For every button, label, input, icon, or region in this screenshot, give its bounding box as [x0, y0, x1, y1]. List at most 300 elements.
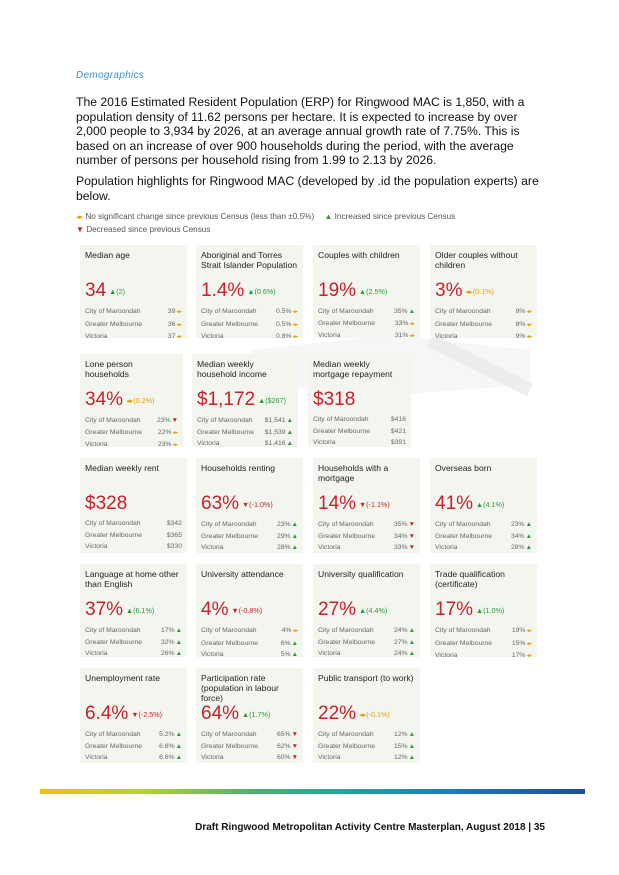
- comparison-row: [313, 414, 406, 426]
- comparison-area: Greater Melbourne: [85, 638, 143, 646]
- comparison-row: [197, 415, 293, 427]
- decrease-icon: ▼: [408, 521, 415, 528]
- stat-value-line: [85, 599, 182, 622]
- comparison-row: [201, 331, 298, 344]
- comparison-area: Greater Melbourne: [318, 742, 376, 750]
- comparison-row: [318, 752, 415, 764]
- comparison-row: [313, 437, 406, 449]
- stat-value: 41%: [435, 493, 474, 514]
- comparison-value-cell: [395, 318, 415, 331]
- comparison-value: 17%: [160, 627, 175, 634]
- stat-change-value: (-0.8%): [238, 606, 263, 615]
- comparison-value: $421: [390, 427, 406, 435]
- comparison-area: Victoria: [201, 333, 224, 340]
- stat-title: Older couples without children: [435, 250, 518, 270]
- comparison-value-cell: [168, 306, 182, 319]
- comparison-value: 17%: [511, 652, 526, 659]
- stat-value: $328: [85, 493, 128, 514]
- comparison-area: Greater Melbourne: [435, 532, 493, 540]
- stat-value: 17%: [435, 599, 474, 620]
- stat-change-value: (0.1%): [472, 287, 494, 296]
- comparison-area: City of Maroondah: [201, 627, 257, 634]
- comparison-value-cell: [265, 438, 293, 450]
- comparison-value: $365: [166, 531, 182, 539]
- comparison-value: 29%: [276, 532, 291, 540]
- comparison-row: [85, 427, 178, 440]
- stat-card: [80, 354, 183, 447]
- comparison-value: 36: [167, 320, 176, 328]
- intro-paragraph: The 2016 Estimated Resident Population (ERP) for Ringwood MAC is 1,850, with a population density of 11.62 persons per hectare. It is expected to increase by over 2,000 people to 3,934 by 2026, at an average annual growth rate of 7.75%. This is based on an increase of over 900 households during the period, with the average number of persons per household rising from 1.99 to 2.13 by 2026.: [76, 95, 525, 168]
- comparison-row: [201, 531, 298, 543]
- comparison-value-cell: [265, 415, 293, 427]
- no-change-icon: ◂▸: [292, 628, 298, 634]
- comparison-area: Victoria: [85, 650, 108, 657]
- stat-card: [313, 245, 420, 338]
- comparison-area: Greater Melbourne: [318, 319, 376, 327]
- comparison-row: [313, 426, 406, 438]
- decrease-icon: ▼: [408, 532, 415, 540]
- decrease-icon: ▼: [131, 710, 139, 719]
- stat-value: 34: [85, 280, 107, 301]
- comparison-row: [435, 650, 532, 663]
- comparison-row: [201, 638, 298, 650]
- comparison-row: [85, 648, 182, 660]
- stat-value: 34%: [85, 389, 124, 410]
- stat-value-line: [318, 599, 415, 622]
- comparison-area: Greater Melbourne: [318, 638, 376, 646]
- comparison-rows: [435, 519, 532, 554]
- stat-card: [313, 668, 420, 763]
- legend-same-label: No significant change since previous Census (less than ±0.5%): [85, 212, 315, 221]
- comparison-value-cell: [276, 319, 298, 332]
- comparison-value-cell: [516, 331, 532, 344]
- comparison-value-cell: [159, 741, 182, 753]
- no-change-icon: ◂▸: [526, 628, 532, 634]
- comparison-value-cell: [394, 519, 415, 531]
- stat-change-value: (0.6%): [254, 287, 276, 296]
- comparison-area: Victoria: [318, 544, 341, 551]
- comparison-value-cell: [394, 648, 415, 660]
- comparison-value: 8%: [515, 320, 526, 328]
- stat-change: [359, 500, 390, 509]
- comparison-value-cell: [277, 729, 298, 741]
- stat-value-line: [313, 389, 406, 411]
- comparison-value-cell: [159, 729, 182, 741]
- comparison-row: [201, 542, 298, 554]
- stat-change: [242, 500, 273, 509]
- increase-icon: ▲: [258, 396, 266, 405]
- increase-icon: ▲: [175, 731, 182, 738]
- comparison-value-cell: [394, 625, 415, 637]
- stat-card: [196, 668, 303, 763]
- comparison-area: Victoria: [85, 543, 108, 550]
- comparison-rows: [85, 518, 182, 553]
- increase-icon: ▲: [247, 287, 255, 296]
- comparison-value-cell: [161, 637, 182, 649]
- increase-icon: ▲: [476, 500, 484, 509]
- comparison-area: Victoria: [201, 544, 224, 551]
- comparison-value: 0.5%: [275, 320, 292, 328]
- stat-title: Aboriginal and Torres Strait Islander Population: [201, 250, 298, 270]
- stat-change: [109, 287, 125, 296]
- comparison-area: Victoria: [435, 333, 458, 340]
- comparison-rows: [201, 625, 298, 661]
- comparison-value-cell: [394, 306, 415, 318]
- increase-icon: ▲: [324, 212, 333, 221]
- stat-value: $1,172: [197, 389, 256, 410]
- comparison-value: 15%: [393, 742, 408, 750]
- stat-title: Unemployment rate: [85, 673, 160, 683]
- legend-down: [76, 225, 210, 234]
- comparison-row: [201, 729, 298, 741]
- comparison-value-cell: [161, 625, 182, 637]
- stat-card: [196, 564, 303, 657]
- stat-change: [476, 500, 504, 509]
- no-change-icon: ◂▸: [526, 653, 532, 659]
- comparison-row: [318, 330, 415, 343]
- comparison-area: Victoria: [313, 439, 336, 446]
- stat-title: Public transport (to work): [318, 673, 414, 683]
- stat-value: 19%: [318, 280, 357, 301]
- comparison-value: 27%: [393, 638, 408, 646]
- comparison-value: 32%: [160, 638, 175, 646]
- comparison-row: [85, 752, 182, 764]
- comparison-row: [435, 542, 532, 554]
- increase-icon: ▲: [408, 627, 415, 634]
- comparison-row: [435, 319, 532, 332]
- comparison-value-cell: [512, 650, 532, 663]
- stat-value: $318: [313, 389, 356, 410]
- stat-change: [359, 287, 387, 296]
- comparison-row: [318, 318, 415, 331]
- comparison-value: $1,541: [264, 417, 286, 424]
- no-change-icon: ◂▸: [526, 309, 532, 315]
- stat-value-line: [201, 280, 298, 303]
- comparison-value: 6%: [280, 639, 291, 647]
- increase-icon: ▲: [408, 754, 415, 761]
- comparison-value: 19%: [511, 627, 526, 634]
- comparison-value-cell: [512, 625, 532, 638]
- stat-value-line: [201, 599, 298, 622]
- comparison-value-cell: [158, 439, 178, 452]
- comparison-area: City of Maroondah: [435, 521, 491, 528]
- comparison-area: City of Maroondah: [435, 308, 491, 315]
- highlights-paragraph: Population highlights for Ringwood MAC (developed by .id the population experts) are below.: [76, 174, 539, 203]
- legend-down-label: Decreased since previous Census: [86, 225, 211, 234]
- comparison-rows: [318, 519, 415, 554]
- comparison-value: $391: [390, 439, 406, 446]
- increase-icon: ▲: [175, 627, 182, 634]
- comparison-value-cell: [282, 625, 298, 638]
- comparison-row: [435, 625, 532, 638]
- stat-title: Households renting: [201, 463, 276, 473]
- no-change-icon: ◂▸: [292, 321, 298, 328]
- stat-value-line: [201, 493, 298, 516]
- comparison-value: 12%: [393, 731, 408, 738]
- comparison-value: 5.2%: [159, 731, 175, 738]
- comparison-row: [85, 306, 182, 319]
- stat-card: [192, 354, 298, 447]
- stat-change: [359, 710, 390, 719]
- no-change-icon: ◂▸: [409, 320, 415, 327]
- page-footer: Draft Ringwood Metropolitan Activity Centre Masterplan, August 2018 | 35: [195, 822, 545, 833]
- comparison-row: [85, 729, 182, 741]
- comparison-value-cell: [511, 531, 532, 543]
- comparison-row: [318, 637, 415, 649]
- comparison-row: [201, 752, 298, 764]
- comparison-rows: [435, 625, 532, 663]
- decrease-icon: ▼: [171, 417, 178, 424]
- stat-change-value: (4.1%): [483, 500, 505, 509]
- stat-title: University attendance: [201, 569, 284, 579]
- stat-value: 64%: [201, 703, 240, 724]
- comparison-value-cell: [157, 415, 178, 427]
- comparison-row: [435, 331, 532, 344]
- footer-color-bar: [40, 789, 585, 794]
- increase-icon: ▲: [408, 742, 415, 750]
- comparison-value: $330: [166, 543, 182, 550]
- comparison-value: $416: [390, 416, 406, 423]
- comparison-area: City of Maroondah: [85, 417, 141, 424]
- stat-title: Participation rate (population in labour force): [201, 673, 279, 703]
- stat-card: [313, 564, 420, 657]
- increase-icon: ▲: [291, 532, 298, 540]
- comparison-rows: [318, 306, 415, 343]
- comparison-row: [201, 519, 298, 531]
- comparison-area: City of Maroondah: [85, 308, 141, 315]
- comparison-value: 5%: [280, 651, 291, 658]
- comparison-area: Victoria: [318, 650, 341, 657]
- comparison-rows: [313, 414, 406, 449]
- stat-card: [80, 245, 187, 338]
- stat-card: [80, 668, 187, 763]
- no-change-icon: ◂▸: [176, 309, 182, 315]
- comparison-area: City of Maroondah: [435, 627, 491, 634]
- comparison-row: [85, 319, 182, 332]
- comparison-area: City of Maroondah: [318, 521, 374, 528]
- comparison-area: City of Maroondah: [201, 521, 257, 528]
- comparison-value: 9%: [515, 308, 526, 315]
- comparison-value-cell: [265, 427, 293, 439]
- no-change-icon: ◂▸: [176, 321, 182, 328]
- comparison-area: City of Maroondah: [85, 627, 141, 634]
- stat-value: 1.4%: [201, 280, 245, 301]
- comparison-value: $342: [166, 520, 182, 527]
- comparison-value: 28%: [510, 544, 525, 551]
- no-change-icon: ◂▸: [176, 334, 182, 340]
- comparison-value-cell: [512, 638, 532, 651]
- increase-icon: ▲: [109, 287, 117, 296]
- stat-change: [359, 606, 387, 615]
- increase-icon: ▲: [359, 606, 367, 615]
- comparison-area: Greater Melbourne: [318, 532, 376, 540]
- comparison-row: [435, 638, 532, 651]
- increase-icon: ▲: [525, 521, 532, 528]
- comparison-value: 22%: [157, 428, 172, 436]
- decrease-icon: ▼: [291, 742, 298, 750]
- no-change-icon: ◂▸: [172, 429, 178, 436]
- comparison-value-cell: [276, 306, 298, 319]
- comparison-area: Greater Melbourne: [85, 531, 143, 539]
- comparison-value: 34%: [393, 532, 408, 540]
- comparison-value: 24%: [393, 627, 408, 634]
- stat-value: 4%: [201, 599, 229, 620]
- stat-value-line: [318, 493, 415, 516]
- comparison-value: 6.8%: [159, 742, 175, 750]
- comparison-row: [85, 541, 182, 553]
- decrease-icon: ▼: [76, 225, 84, 234]
- stat-change-value: (0.2%): [133, 396, 155, 405]
- stat-card: [430, 564, 537, 657]
- decrease-icon: ▼: [231, 606, 239, 615]
- comparison-value-cell: [159, 752, 182, 764]
- comparison-value: 33%: [394, 319, 409, 327]
- increase-icon: ▲: [291, 651, 298, 658]
- increase-icon: ▲: [175, 638, 182, 646]
- comparison-row: [318, 648, 415, 660]
- comparison-row: [318, 625, 415, 637]
- comparison-value: 23%: [156, 417, 171, 424]
- stat-change: [258, 396, 286, 405]
- comparison-row: [318, 531, 415, 543]
- stat-title: Couples with children: [318, 250, 400, 260]
- comparison-row: [318, 542, 415, 554]
- comparison-area: Greater Melbourne: [85, 428, 143, 436]
- comparison-row: [435, 531, 532, 543]
- increase-icon: ▲: [476, 606, 484, 615]
- comparison-row: [318, 519, 415, 531]
- no-change-icon: ◂▸: [526, 321, 532, 328]
- comparison-value: 39: [167, 308, 176, 315]
- stat-change-value: (-2.5%): [138, 710, 163, 719]
- comparison-value: 23%: [276, 521, 291, 528]
- comparison-value: 35%: [393, 521, 408, 528]
- comparison-value: 12%: [393, 754, 408, 761]
- comparison-area: Greater Melbourne: [313, 427, 371, 435]
- comparison-value-cell: [511, 519, 532, 531]
- comparison-value-cell: [158, 427, 178, 440]
- no-change-icon: ◂▸: [359, 710, 367, 719]
- stat-title: Overseas born: [435, 463, 492, 473]
- stat-change-value: (-0.1%): [366, 710, 390, 719]
- comparison-value-cell: [167, 530, 182, 542]
- increase-icon: ▲: [286, 428, 293, 436]
- stat-change-value: (4.4%): [366, 606, 388, 615]
- comparison-value: 26%: [160, 650, 175, 657]
- comparison-area: Greater Melbourne: [435, 639, 493, 647]
- comparison-area: Victoria: [435, 544, 458, 551]
- stat-change: [476, 606, 504, 615]
- decrease-icon: ▼: [359, 500, 367, 509]
- increase-icon: ▲: [175, 754, 182, 761]
- comparison-value-cell: [394, 637, 415, 649]
- increase-icon: ▲: [175, 650, 182, 657]
- comparison-rows: [318, 625, 415, 660]
- stat-change: [247, 287, 275, 296]
- stat-title: University qualification: [318, 569, 404, 579]
- comparison-rows: [197, 415, 293, 450]
- stat-change: [465, 287, 493, 296]
- stat-change-value: (2.5%): [366, 287, 388, 296]
- legend-up: [324, 212, 455, 221]
- comparison-area: Victoria: [197, 440, 220, 447]
- decrease-icon: ▼: [291, 754, 298, 761]
- comparison-row: [318, 741, 415, 753]
- stat-change-value: (-1.0%): [249, 500, 273, 509]
- stat-value-line: [201, 703, 298, 726]
- increase-icon: ▲: [291, 639, 298, 647]
- stat-title: Language at home other than English: [85, 569, 179, 589]
- comparison-value: $1,416: [264, 440, 286, 447]
- comparison-area: City of Maroondah: [318, 731, 374, 738]
- increase-icon: ▲: [286, 440, 293, 447]
- comparison-value-cell: [391, 426, 406, 438]
- comparison-value-cell: [281, 649, 298, 661]
- comparison-value: 6.6%: [159, 754, 175, 761]
- no-change-icon: ◂▸: [526, 334, 532, 340]
- comparison-row: [85, 530, 182, 542]
- comparison-value: 65%: [276, 731, 291, 738]
- comparison-area: City of Maroondah: [85, 520, 141, 527]
- comparison-value-cell: [277, 741, 298, 753]
- increase-icon: ▲: [408, 731, 415, 738]
- stat-value-line: [85, 703, 182, 726]
- comparison-area: Greater Melbourne: [435, 320, 493, 328]
- increase-icon: ▲: [408, 638, 415, 646]
- no-change-icon: ◂▸: [465, 287, 473, 296]
- comparison-area: City of Maroondah: [318, 627, 374, 634]
- comparison-value-cell: [277, 519, 298, 531]
- comparison-area: Greater Melbourne: [85, 320, 143, 328]
- comparison-value: 0.5%: [275, 308, 292, 315]
- stat-value-line: [435, 493, 532, 516]
- comparison-value-cell: [394, 542, 415, 554]
- comparison-value: 24%: [393, 650, 408, 657]
- comparison-row: [201, 741, 298, 753]
- comparison-row: [85, 415, 178, 427]
- comparison-rows: [85, 729, 182, 764]
- comparison-value-cell: [394, 752, 415, 764]
- comparison-value: 31%: [394, 332, 409, 339]
- comparison-value: 60%: [276, 754, 291, 761]
- comparison-rows: [201, 729, 298, 764]
- stat-card: [313, 458, 420, 553]
- comparison-value-cell: [168, 319, 182, 332]
- stat-card: [196, 245, 303, 338]
- comparison-area: Victoria: [435, 652, 458, 659]
- comparison-value: 23%: [510, 521, 525, 528]
- comparison-area: Greater Melbourne: [201, 639, 259, 647]
- comparison-value-cell: [511, 542, 532, 554]
- stat-value-line: [85, 389, 178, 412]
- increase-icon: ▲: [408, 650, 415, 657]
- stat-value-line: [318, 703, 415, 726]
- stat-change-value: (1.7%): [249, 710, 271, 719]
- comparison-row: [85, 439, 178, 452]
- stat-change: [242, 710, 270, 719]
- stat-value-line: [435, 599, 532, 622]
- comparison-value-cell: [277, 542, 298, 554]
- comparison-area: Greater Melbourne: [201, 532, 259, 540]
- comparison-rows: [435, 306, 532, 344]
- comparison-row: [85, 741, 182, 753]
- comparison-row: [201, 319, 298, 332]
- comparison-value: 35%: [393, 308, 408, 315]
- comparison-value-cell: [276, 331, 298, 344]
- stat-title: Trade qualification (certificate): [435, 569, 505, 589]
- comparison-rows: [318, 729, 415, 764]
- increase-icon: ▲: [291, 521, 298, 528]
